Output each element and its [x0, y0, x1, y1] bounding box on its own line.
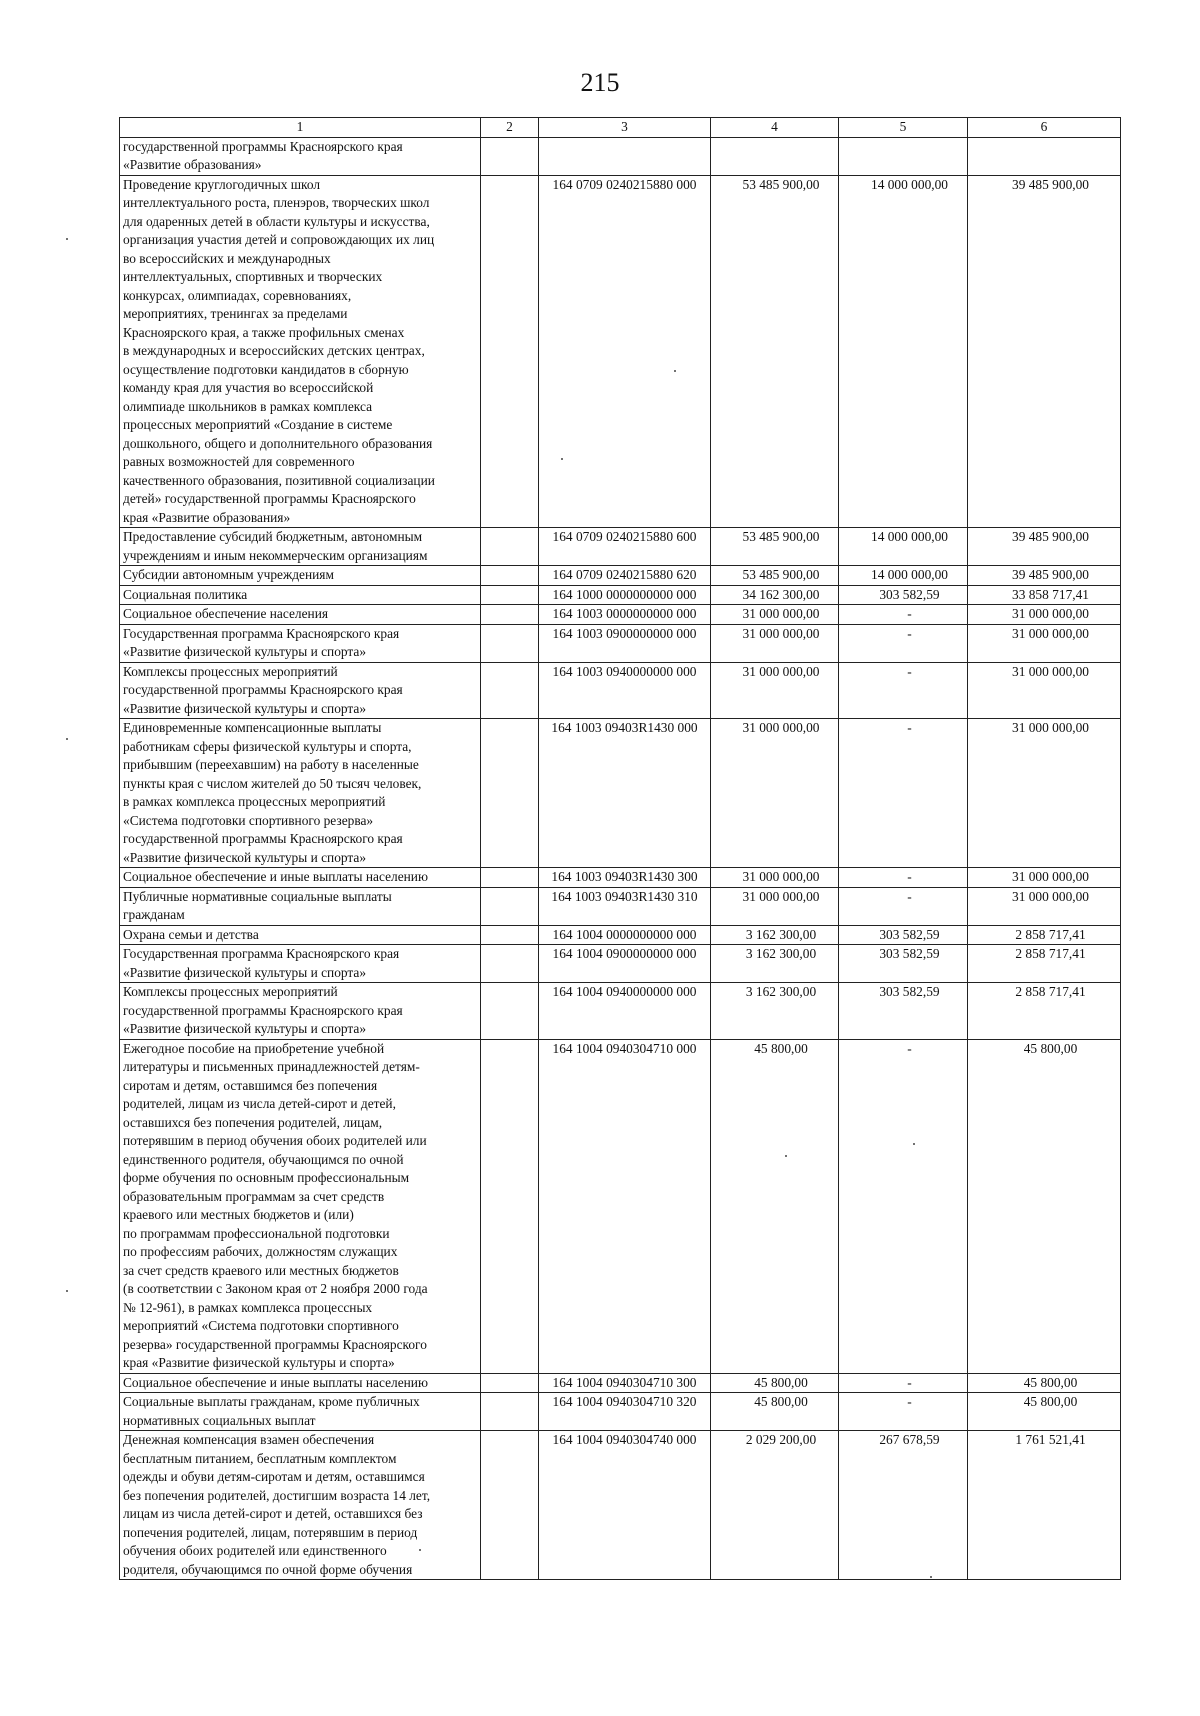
row-col2	[481, 624, 539, 662]
scan-speck	[66, 238, 68, 240]
row-change-amount: -	[839, 1393, 968, 1431]
row-name: Единовременные компенсационные выплаты работникам сферы физической культуры и спорта, прибывшим (переехавшим) на работу в населенные пункты края с числом жителей до 50 тысяч человек, в рамках комплекса процессных мероприятий «Система подготовки спортивного резерва» государственной программы Красноярского края «Развитие физической культуры и спорта»	[120, 719, 481, 868]
table-row	[120, 983, 1121, 1040]
row-plan-amount: 45 800,00	[711, 1039, 839, 1373]
row-plan-amount: 31 000 000,00	[711, 868, 839, 888]
row-plan-amount: 53 485 900,00	[711, 175, 839, 528]
row-code: 164 1003 09403R1430 300	[539, 868, 711, 888]
row-col2	[481, 1431, 539, 1580]
row-plan-amount: 3 162 300,00	[711, 925, 839, 945]
row-total-amount: 2 858 717,41	[968, 945, 1121, 983]
row-name: Социальное обеспечение населения	[120, 605, 481, 625]
row-name: Социальные выплаты гражданам, кроме публичных нормативных социальных выплат	[120, 1393, 481, 1431]
table-row	[120, 662, 1121, 719]
row-col2	[481, 719, 539, 868]
row-change-amount: -	[839, 1039, 968, 1373]
row-col2	[481, 868, 539, 888]
row-change-amount: 267 678,59	[839, 1431, 968, 1580]
table-row	[120, 1039, 1121, 1373]
row-code: 164 1004 0940304710 320	[539, 1393, 711, 1431]
row-change-amount: -	[839, 887, 968, 925]
row-plan-amount: 31 000 000,00	[711, 624, 839, 662]
row-plan-amount: 45 800,00	[711, 1373, 839, 1393]
row-total-amount: 39 485 900,00	[968, 566, 1121, 586]
row-code	[539, 137, 711, 175]
row-plan-amount: 3 162 300,00	[711, 945, 839, 983]
row-plan-amount: 34 162 300,00	[711, 585, 839, 605]
row-name: Субсидии автономным учреждениям	[120, 566, 481, 586]
table-row	[120, 585, 1121, 605]
row-code: 164 1004 0940304710 300	[539, 1373, 711, 1393]
row-total-amount	[968, 137, 1121, 175]
column-number: 2	[481, 118, 539, 138]
row-col2	[481, 1039, 539, 1373]
table-row	[120, 945, 1121, 983]
scan-speck	[674, 370, 676, 372]
scan-speck	[785, 1155, 787, 1157]
row-code: 164 1003 09403R1430 310	[539, 887, 711, 925]
budget-table	[119, 117, 1121, 1580]
table-row	[120, 925, 1121, 945]
row-code: 164 1003 0900000000 000	[539, 624, 711, 662]
row-code: 164 1003 0940000000 000	[539, 662, 711, 719]
column-number: 3	[539, 118, 711, 138]
row-total-amount: 2 858 717,41	[968, 925, 1121, 945]
row-total-amount: 31 000 000,00	[968, 662, 1121, 719]
row-code: 164 0709 0240215880 600	[539, 528, 711, 566]
row-name: Публичные нормативные социальные выплаты гражданам	[120, 887, 481, 925]
row-plan-amount: 53 485 900,00	[711, 528, 839, 566]
row-change-amount: 14 000 000,00	[839, 175, 968, 528]
table-row	[120, 719, 1121, 868]
row-plan-amount: 31 000 000,00	[711, 887, 839, 925]
row-total-amount: 45 800,00	[968, 1373, 1121, 1393]
scan-speck	[561, 458, 563, 460]
row-total-amount: 39 485 900,00	[968, 175, 1121, 528]
row-total-amount: 45 800,00	[968, 1039, 1121, 1373]
row-total-amount: 31 000 000,00	[968, 624, 1121, 662]
row-code: 164 0709 0240215880 620	[539, 566, 711, 586]
row-col2	[481, 585, 539, 605]
table-row	[120, 1393, 1121, 1431]
row-col2	[481, 1393, 539, 1431]
row-change-amount	[839, 137, 968, 175]
row-name: Комплексы процессных мероприятий государственной программы Красноярского края «Развитие физической культуры и спорта»	[120, 983, 481, 1040]
row-col2	[481, 925, 539, 945]
row-change-amount: -	[839, 1373, 968, 1393]
row-code: 164 1004 0000000000 000	[539, 925, 711, 945]
row-change-amount: 14 000 000,00	[839, 528, 968, 566]
table-row	[120, 605, 1121, 625]
row-total-amount: 2 858 717,41	[968, 983, 1121, 1040]
row-col2	[481, 887, 539, 925]
row-col2	[481, 528, 539, 566]
table-row	[120, 566, 1121, 586]
row-change-amount: 303 582,59	[839, 983, 968, 1040]
row-code: 164 1004 0940304740 000	[539, 1431, 711, 1580]
row-change-amount: 303 582,59	[839, 925, 968, 945]
row-code: 164 1000 0000000000 000	[539, 585, 711, 605]
table-row	[120, 528, 1121, 566]
row-name: Социальная политика	[120, 585, 481, 605]
row-col2	[481, 175, 539, 528]
row-total-amount: 31 000 000,00	[968, 868, 1121, 888]
row-name: Ежегодное пособие на приобретение учебной литературы и письменных принадлежностей детям- сиротам и детям, оставшимся без попечения родителей, лицам из числа детей-сирот и детей, оставшихся без попечения родителей, лицам, потерявшим в период обучения обоих родителей или единственного родителя, обучающимся по очной форме обучения по основным профессиональным образовательным программам за счет средств краевого или местных бюджетов и (или) по программам профессиональной подготовки по профессиям рабочих, должностям служащих за счет средств краевого или местных бюджетов (в соответствии с Законом края от 2 ноября 2000 года № 12-961), в рамках комплекса процессных мероприятий «Система подготовки спортивного резерва» государственной программы Красноярского края «Развитие физической культуры и спорта»	[120, 1039, 481, 1373]
row-code: 164 1004 0940304710 000	[539, 1039, 711, 1373]
scan-speck	[930, 1576, 932, 1578]
scan-speck	[66, 738, 68, 740]
row-name: Социальное обеспечение и иные выплаты населению	[120, 868, 481, 888]
table-row	[120, 868, 1121, 888]
row-col2	[481, 662, 539, 719]
row-change-amount: -	[839, 868, 968, 888]
row-name: Денежная компенсация взамен обеспечения бесплатным питанием, бесплатным комплектом одежды и обуви детям-сиротам и детям, оставшимся без попечения родителей, достигшим возраста 14 лет, лицам из числа детей-сирот и детей, оставшихся без попечения родителей, лицам, потерявшим в период обучения обоих родителей или единственного родителя, обучающимся по очной форме обучения	[120, 1431, 481, 1580]
row-plan-amount: 53 485 900,00	[711, 566, 839, 586]
row-col2	[481, 1373, 539, 1393]
row-name: Охрана семьи и детства	[120, 925, 481, 945]
row-name: Предоставление субсидий бюджетным, автономным учреждениям и иным некоммерческим организациям	[120, 528, 481, 566]
table-row	[120, 624, 1121, 662]
row-name: Комплексы процессных мероприятий государственной программы Красноярского края «Развитие физической культуры и спорта»	[120, 662, 481, 719]
row-change-amount: -	[839, 605, 968, 625]
row-name: государственной программы Красноярского края «Развитие образования»	[120, 137, 481, 175]
table-row	[120, 887, 1121, 925]
row-total-amount: 33 858 717,41	[968, 585, 1121, 605]
column-number: 6	[968, 118, 1121, 138]
row-name: Проведение круглогодичных школ интеллектуального роста, пленэров, творческих школ для одаренных детей в области культуры и искусства, организация участия детей и сопровождающих их лиц во всероссийских и международных интеллектуальных, спортивных и творческих конкурсах, олимпиадах, соревнованиях, мероприятиях, тренингах за пределами Красноярского края, а также профильных сменах в международных и всероссийских детских центрах, осуществление подготовки кандидатов в сборную команду края для участия во всероссийской олимпиаде школьников в рамках комплекса процессных мероприятий «Создание в системе дошкольного, общего и дополнительного образования равных возможностей для современного качественного образования, позитивной социализации детей» государственной программы Красноярского края «Развитие образования»	[120, 175, 481, 528]
row-plan-amount: 3 162 300,00	[711, 983, 839, 1040]
row-change-amount: 14 000 000,00	[839, 566, 968, 586]
row-total-amount: 31 000 000,00	[968, 887, 1121, 925]
row-plan-amount: 45 800,00	[711, 1393, 839, 1431]
row-change-amount: -	[839, 719, 968, 868]
scan-speck	[913, 1143, 915, 1145]
row-code: 164 1004 0940000000 000	[539, 983, 711, 1040]
row-total-amount: 31 000 000,00	[968, 605, 1121, 625]
row-change-amount: -	[839, 624, 968, 662]
row-change-amount: 303 582,59	[839, 945, 968, 983]
column-number: 4	[711, 118, 839, 138]
row-plan-amount	[711, 137, 839, 175]
scan-speck	[66, 1290, 68, 1292]
row-name: Социальное обеспечение и иные выплаты населению	[120, 1373, 481, 1393]
row-change-amount: 303 582,59	[839, 585, 968, 605]
row-col2	[481, 983, 539, 1040]
row-code: 164 1004 0900000000 000	[539, 945, 711, 983]
row-col2	[481, 945, 539, 983]
page-number: 215	[580, 68, 620, 97]
row-total-amount: 1 761 521,41	[968, 1431, 1121, 1580]
row-col2	[481, 605, 539, 625]
column-number-row	[120, 118, 1121, 138]
row-plan-amount: 31 000 000,00	[711, 605, 839, 625]
row-col2	[481, 137, 539, 175]
row-total-amount: 45 800,00	[968, 1393, 1121, 1431]
table-row	[120, 1431, 1121, 1580]
row-name: Государственная программа Красноярского края «Развитие физической культуры и спорта»	[120, 624, 481, 662]
row-plan-amount: 2 029 200,00	[711, 1431, 839, 1580]
row-code: 164 1003 0000000000 000	[539, 605, 711, 625]
row-total-amount: 39 485 900,00	[968, 528, 1121, 566]
table-row	[120, 175, 1121, 528]
row-change-amount: -	[839, 662, 968, 719]
table-row	[120, 137, 1121, 175]
column-number: 5	[839, 118, 968, 138]
row-name: Государственная программа Красноярского края «Развитие физической культуры и спорта»	[120, 945, 481, 983]
row-plan-amount: 31 000 000,00	[711, 662, 839, 719]
row-plan-amount: 31 000 000,00	[711, 719, 839, 868]
column-number: 1	[120, 118, 481, 138]
row-code: 164 0709 0240215880 000	[539, 175, 711, 528]
row-col2	[481, 566, 539, 586]
table-row	[120, 1373, 1121, 1393]
row-code: 164 1003 09403R1430 000	[539, 719, 711, 868]
scan-speck	[419, 1549, 421, 1551]
row-total-amount: 31 000 000,00	[968, 719, 1121, 868]
